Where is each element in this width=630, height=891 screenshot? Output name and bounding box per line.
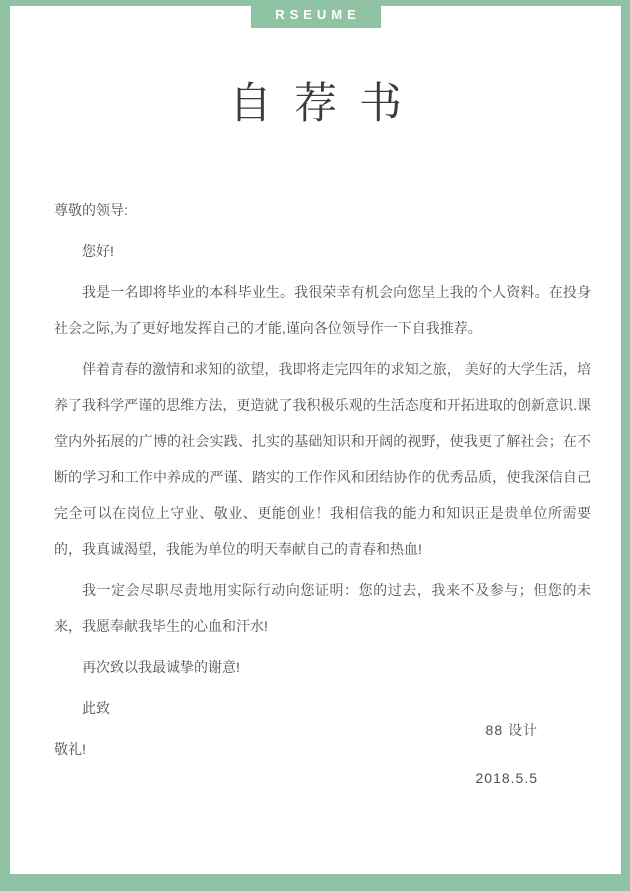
- signature-block: [476, 706, 539, 802]
- letter-paragraph: 再次致以我最诚挚的谢意!: [82, 659, 240, 675]
- letter-paragraph: 伴着青春的激情和求知的欲望，我即将走完四年的求知之旅， 美好的大学生活，培养了我科学严谨的思维方法，更造就了我积极乐观的生活态度和开拓进取的创新意识.课堂内外拓展的广博的社会实践、扎实的基础知识和开阔的视野，使我更了解社会；在不断的学习和工作中养成的严谨、踏实的工作作风和团结协作的优秀品质，使我深信自己完全可以在岗位上守业、敬业、更能创业！我相信我的能力和知识正是贵单位所需要的，我真诚渴望，我能为单位的明天奉献自己的青春和热血!: [54, 361, 591, 557]
- closing-jingli: 敬礼!: [54, 741, 86, 757]
- closing-cizhi: 此致: [82, 700, 110, 716]
- letter-body: [54, 192, 591, 772]
- banner-label: RSEUME: [275, 6, 361, 22]
- page-title: 自荐书: [229, 79, 424, 129]
- salutation: 尊敬的领导:: [54, 202, 128, 218]
- greeting-line: 您好!: [82, 243, 114, 259]
- letter-paragraph: 我一定会尽职尽责地用实际行动向您证明：您的过去，我来不及参与；但您的未来，我愿奉献我毕生的心血和汗水!: [54, 582, 591, 634]
- date: 2018.5.5: [475, 770, 538, 786]
- signature: 88 设计: [485, 722, 538, 738]
- header-banner: [251, 0, 381, 28]
- letter-paragraph: 我是一名即将毕业的本科毕业生。我很荣幸有机会向您呈上我的个人资料。在投身社会之际,为了更好地发挥自己的才能,谨向各位领导作一下自我推荐。: [54, 284, 591, 336]
